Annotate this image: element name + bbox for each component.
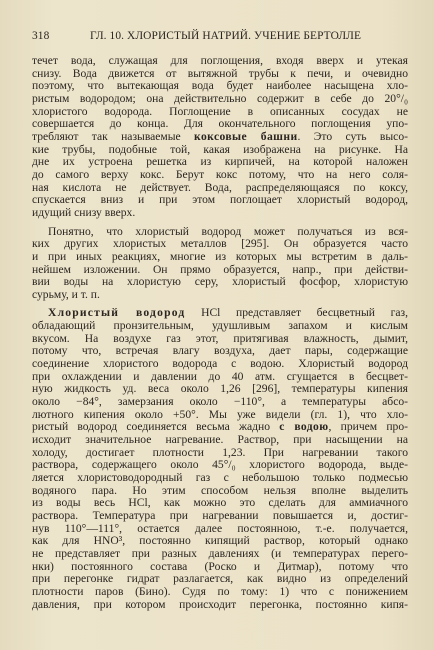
text-line: соединение хлористого водорода с водою. Хлористый водород xyxy=(32,358,408,371)
paragraph xyxy=(32,55,408,220)
text-line: плотности паров (Бино). Судя по тому: 1) что с понижением xyxy=(32,585,408,598)
text-segment: ристый водород соединяется весьма жадно xyxy=(32,421,280,434)
text-line: раствора, содержащего около 45°/₀ хлористого водорода, выде- xyxy=(32,459,408,472)
body-text xyxy=(32,55,408,611)
text-line: обладающий пронзительным, удушливым запахом и кислым xyxy=(32,320,408,333)
text-line: при охлаждении и давлении до 40 атм. сгущается в бесцвет- xyxy=(32,370,408,383)
text-line: нки) постоянного состава (Роско и Дитмар), потому что xyxy=(32,560,408,573)
text-line: лютного кипения около +50°. Мы уже видели (гл. 1), что хло- xyxy=(32,408,408,421)
text-line: до самого верху кокс. Берут кокс потому, что на него соля- xyxy=(32,168,408,181)
text-line: сурьму, и т. п. xyxy=(32,288,100,301)
bold-term: коксовые башни xyxy=(194,130,298,143)
page-number: 318 xyxy=(32,30,50,42)
text-line: как для HNO³, постоянно кипящий раствор, который однако xyxy=(32,535,408,548)
text-segment: , причем про- xyxy=(328,421,408,434)
text-line: около −84°, замерзания около −110°, а температуры абсо- xyxy=(32,396,408,409)
text-line: ную жидкость уд. веса около 1,26 [296], температуры кипения xyxy=(32,383,408,396)
text-line xyxy=(32,307,408,320)
text-line: вкусом. На воздухе газ этот, притягивая влажность, дымит, xyxy=(32,332,408,345)
text-line: раствора. Температура при нагревании повышается и, достиг- xyxy=(32,509,408,522)
text-line: не представляет при разных давлениях (и температурах перего- xyxy=(32,547,408,560)
text-line: нув 110°—111°, остается далее постоянною, т.-е. получается, xyxy=(32,522,408,535)
text-line: ная кислота не действует. Вода, распределяющаяся по коксу, xyxy=(32,181,408,194)
bold-term: Хлористый водород xyxy=(48,307,186,320)
text-line: при перегонке гидрат разлагается, как видно из определений xyxy=(32,573,408,586)
paragraph xyxy=(32,307,408,611)
text-line: ристым водородом; она действительно содержит в себе до 20°/₀ xyxy=(32,92,408,105)
text-segment: HCl представляет бесцветный газ, xyxy=(185,307,408,320)
text-line: хлористого водорода. Поглощение в описанных сосудах не xyxy=(32,105,408,118)
text-line: кие трубы, подобные той, какая изображена на рисунке. На xyxy=(32,143,408,156)
text-line: водяного пара. Но этим способом нельзя вполне выделить xyxy=(32,484,408,497)
text-line: холоду, достигает плотности 1,23. При нагревании такого xyxy=(32,446,408,459)
text-line: снизу. Вода движется от вытяжной трубы к печи, и очевидно xyxy=(32,67,408,80)
text-line: ких других хлористых металлов [295]. Он образуется часто xyxy=(32,238,408,251)
text-line: и при иных реакциях, многие из которых мы встретим в даль- xyxy=(32,250,408,263)
chapter-title: ГЛ. 10. ХЛОРИСТЫЙ НАТРИЙ. УЧЕНИЕ БЕРТОЛЛЕ xyxy=(90,30,362,42)
text-line: ляется хлористоводородный газ с небольшою только подмесью xyxy=(32,472,408,484)
text-line xyxy=(32,131,408,144)
text-line: исходит значительное нагревание. Раствор, при насыщении на xyxy=(32,434,408,447)
text-line: из воды весь HCl, как можно это сделать для аммиачного xyxy=(32,497,408,510)
text-line: давления, при котором происходит перегонка, постоянно кипя- xyxy=(32,598,408,611)
text-line xyxy=(32,421,408,434)
text-line: дне их устроена решетка из кирпичей, на которой наложен xyxy=(32,156,408,169)
text-line: потому что, встречая влагу воздуха, дает пары, содержащие xyxy=(32,345,408,358)
text-segment: . Это суть высо- xyxy=(297,130,408,143)
text-line: спускается вниз и при этом поглощает хлористый водород, xyxy=(32,194,408,207)
bold-term: с водою xyxy=(279,421,329,434)
text-line: совершается до конца. Для окончательного поглощения упо- xyxy=(32,118,408,131)
text-line: течет вода, служащая для поглощения, входя вверх и утекая xyxy=(32,55,408,67)
text-segment: требляют так называемые xyxy=(32,130,195,143)
paragraph xyxy=(32,226,408,302)
text-line: вии воды на хлористую серу, хлористый фосфор, хлористую xyxy=(32,276,408,289)
text-line: Понятно, что хлористый водород может получаться из вся- xyxy=(48,225,408,238)
text-line: поэтому, что вытекающая вода будет наиболее насыщена хло- xyxy=(32,80,408,93)
text-line: идущий снизу вверх. xyxy=(32,206,136,219)
text-line: нейшем изложении. Он прямо образуется, напр., при действи- xyxy=(32,263,408,276)
